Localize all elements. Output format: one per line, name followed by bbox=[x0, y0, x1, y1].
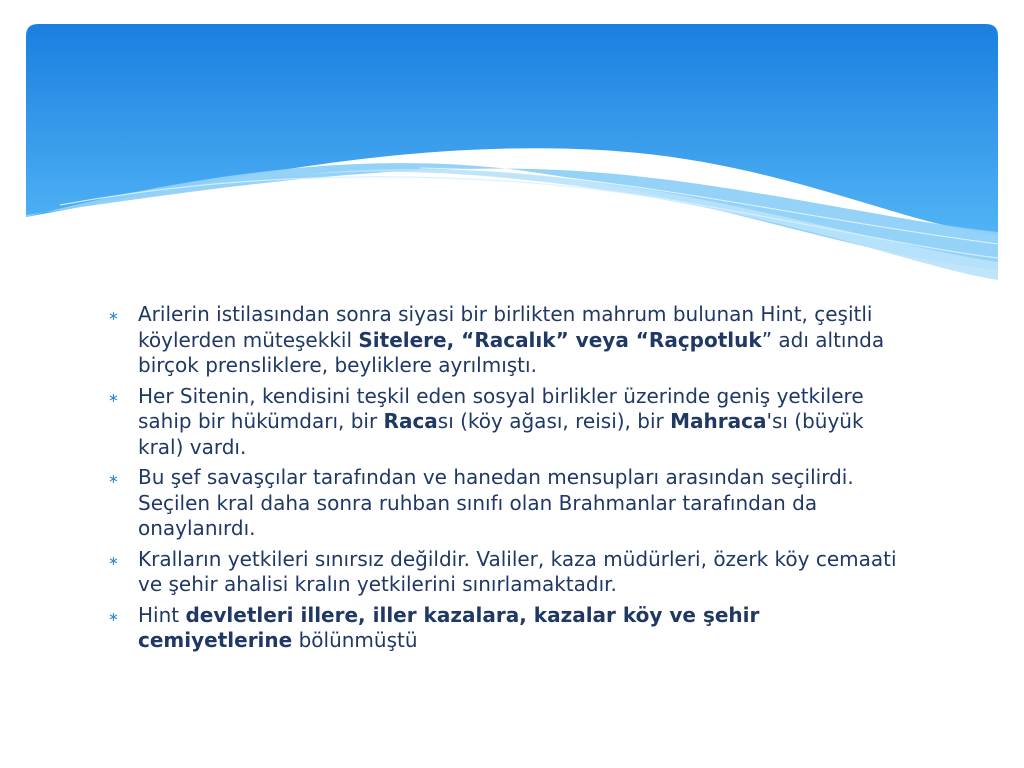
bullet-text: Bu şef savaşçılar tarafından ve hanedan mensupları arasından seçilirdi. Seçilen kral daha sonra ruhban sınıfı olan Brahmanlar tarafından da onaylanırdı. bbox=[138, 465, 854, 540]
bullet-item bbox=[108, 603, 908, 654]
bullet-text-bold: devletleri illere, iller kazalara, kazalar köy ve şehir cemiyetlerine bbox=[138, 602, 760, 652]
bullet-text: sı (köy ağası, reisi), bir bbox=[437, 409, 671, 433]
banner-background bbox=[26, 24, 998, 235]
bullet-text: 'sı (büyük kral) vardı. bbox=[138, 409, 864, 459]
asterisk-bullet-icon: ∗ bbox=[108, 553, 119, 569]
bullet-text: Arilerin istilasından sonra siyasi bir birlikten mahrum bulunan Hint, çeşitli köylerden müteşekkil bbox=[138, 302, 873, 352]
bullet-text-bold: Raca bbox=[383, 409, 438, 433]
header-wave-banner bbox=[0, 0, 1024, 300]
bullet-text-bold: Sitelere, “Racalık” veya “Raçpotluk bbox=[358, 327, 762, 352]
bullet-text: bölünmüştü bbox=[292, 628, 418, 652]
bullet-item bbox=[108, 465, 908, 542]
bullet-text: ” adı altında birçok prensliklere, beyliklere ayrılmıştı. bbox=[138, 327, 885, 377]
bullet-text-bold: Mahraca bbox=[670, 409, 767, 433]
asterisk-bullet-icon: ∗ bbox=[108, 472, 119, 487]
bullet-text: Hint bbox=[138, 602, 186, 627]
bullet-text: Kralların yetkileri sınırsız değildir. Valiler, kaza müdürleri, özerk köy cemaati ve şehir ahalisi kralın yetkilerini sınırlamaktadır. bbox=[138, 546, 897, 596]
bullet-item bbox=[108, 302, 908, 379]
bullet-item bbox=[108, 547, 908, 598]
bullet-list bbox=[108, 302, 908, 659]
bullet-item bbox=[108, 384, 908, 461]
bullet-text: Her Sitenin, kendisini teşkil eden sosyal birlikler üzerinde geniş yetkilere sahip bir hükümdarı, bir bbox=[138, 383, 864, 433]
asterisk-bullet-icon: ∗ bbox=[108, 390, 119, 406]
asterisk-bullet-icon: ∗ bbox=[108, 609, 119, 625]
asterisk-bullet-icon: ∗ bbox=[108, 309, 119, 324]
